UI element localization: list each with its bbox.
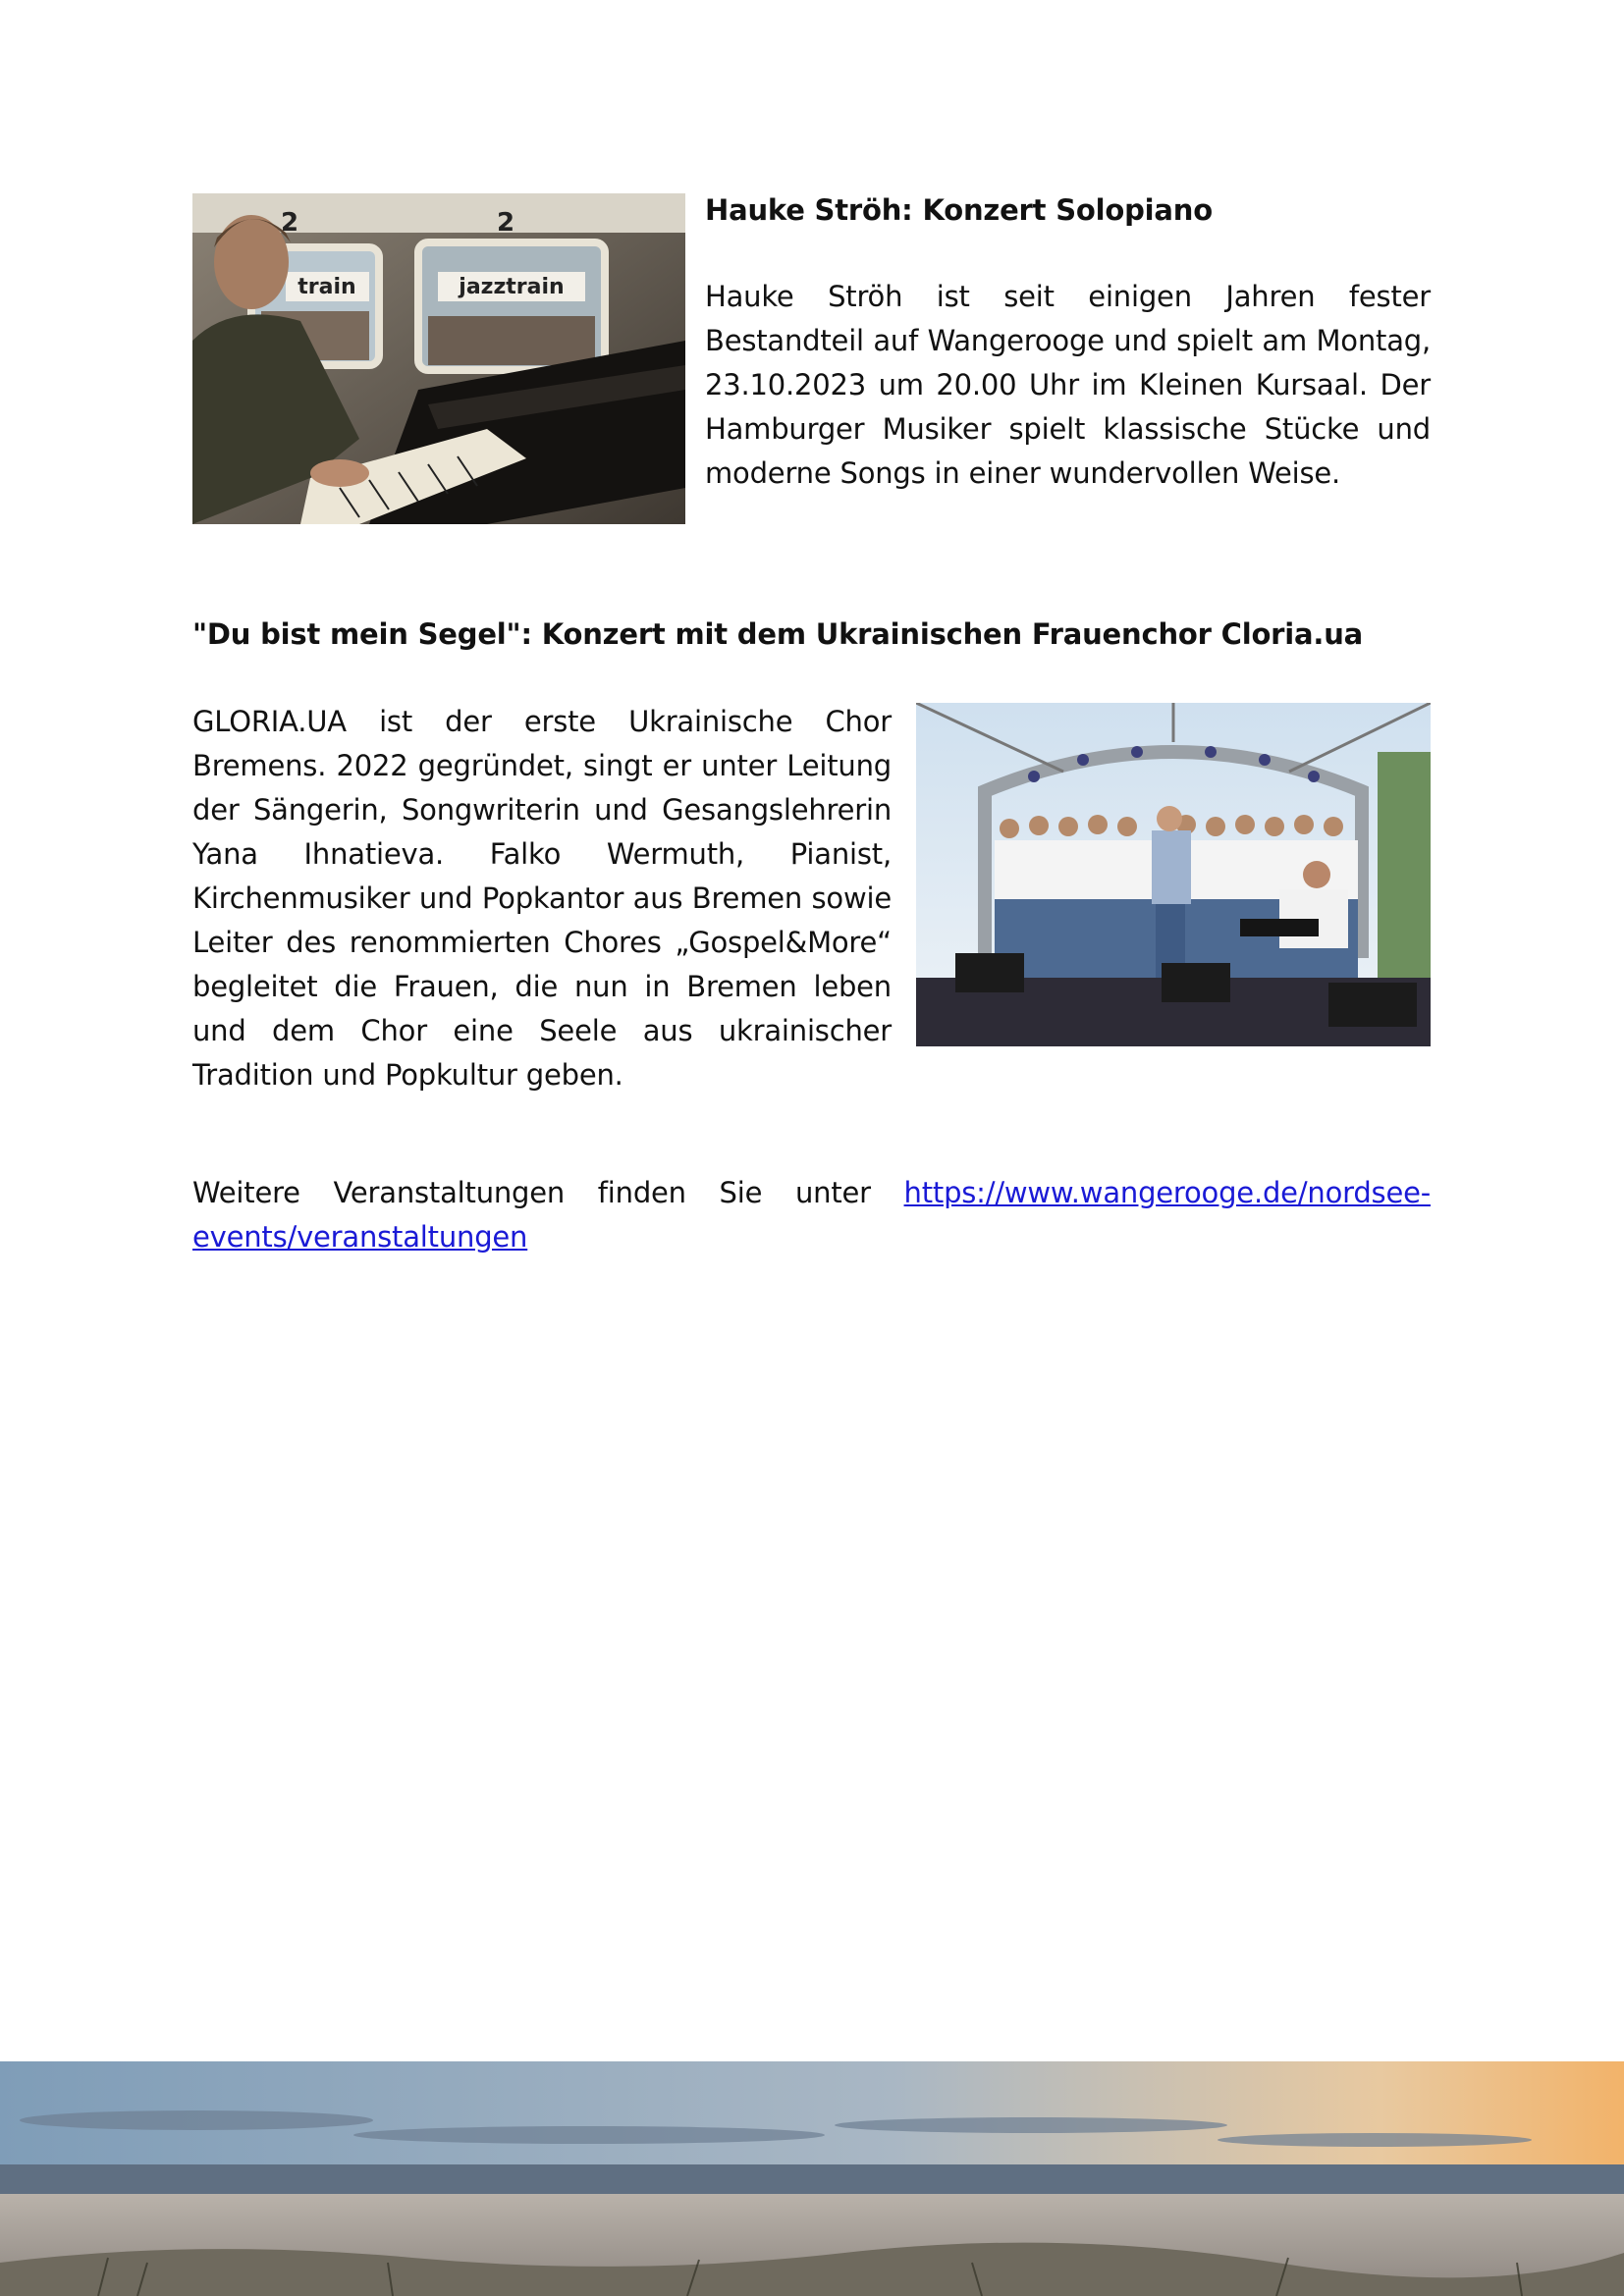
section1-heading-container	[705, 193, 1432, 227]
section2-heading-container	[192, 617, 1431, 651]
photo-car-number-right: 2	[497, 208, 515, 238]
footer-dune-panorama	[0, 2061, 1624, 2296]
section1-heading: Hauke Ströh: Konzert Solopiano	[705, 193, 1213, 227]
pianist-photo	[192, 193, 685, 524]
section2-body: GLORIA.UA ist der erste Ukrainische Chor Bremens. 2022 gegründet, singt er unter Leitung der Sängerin, Songwriterin und Gesangslehrerin Yana Ihnatieva. Falko Wermuth, Pianist, Kirchenmusiker und Popkantor aus Bremen sowie Leiter des renommierten Chores „Gospel&More“ begleitet die Frauen, die nun in Bremen leben und dem Chor eine Seele aus ukrainischer Tradition und Popkultur geben.	[192, 705, 892, 1092]
more-events-paragraph	[192, 1171, 1431, 1259]
more-events-text: Weitere Veranstaltungen finden Sie unter	[192, 1176, 904, 1209]
section2-heading: "Du bist mein Segel": Konzert mit dem Ukrainischen Frauenchor Cloria.ua	[192, 617, 1364, 651]
section2-body-container	[192, 700, 892, 1097]
more-events-container	[192, 1171, 1431, 1259]
section1-body-container	[705, 275, 1431, 496]
photo-sign-left: train	[298, 275, 356, 299]
choir-photo	[916, 703, 1431, 1046]
section1-body: Hauke Ströh ist seit einigen Jahren fester Bestandteil auf Wangerooge und spielt am Montag, 23.10.2023 um 20.00 Uhr im Kleinen Kursaal. Der Hamburger Musiker spielt klassische Stücke und moderne Songs in einer wundervollen Weise.	[705, 280, 1431, 490]
photo-sign-right: jazztrain	[459, 275, 565, 299]
events-link[interactable]: https://www.wangerooge.de/nordsee-events/veranstaltungen	[192, 1176, 1431, 1254]
photo-car-number-left: 2	[281, 208, 299, 238]
